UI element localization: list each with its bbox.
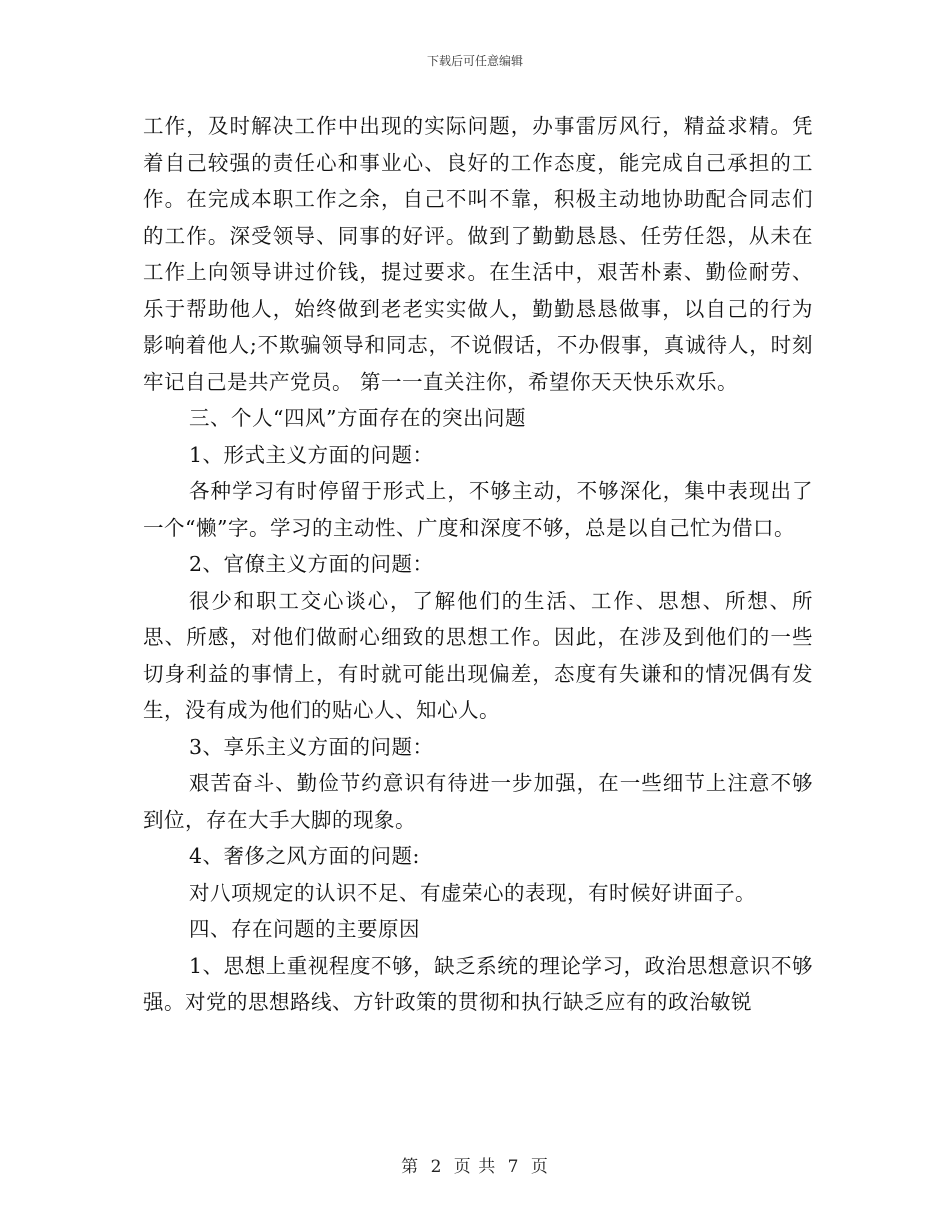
paragraph-extravagance: 对八项规定的认识不足、有虚荣心的表现，有时候好讲面子。 (189, 880, 756, 905)
paragraph-continued: 工作，及时解决工作中出现的实际问题，办事雷厉风行，精益求精。凭着自己较强的责任心和事业心、良好的工作态度，能完成自己承担的工作。在完成本职工作之余，自己不叫不靠，积极主动地协助配合同志们的工作。深受领导、同事的好评。做到了勤勤恳恳、任劳任怨，从未在工作上向领导讲过价钱，提过要求。在生活中，艰苦朴素、勤俭耐劳、乐于帮助他人，始终做到老老实实做人，勤勤恳恳做事，以自己的行为影响着他人;不欺骗领导和同志，不说假话，不办假事，真诚待人，时刻牢记自己是共产党员。 第一一直关注你，希望你天天快乐欢乐。 (143, 114, 813, 394)
section-heading-three: 三、个人“四风”方面存在的突出问题 (189, 406, 526, 430)
subheading-bureaucratism: 2、官僚主义方面的问题： (189, 552, 434, 576)
paragraph-cause-one: 1、思想上重视程度不够，缺乏系统的理论学习，政治思想意识不够强。对党的思想路线、方针政策的贯彻和执行缺乏应有的政治敏锐 (143, 953, 813, 1014)
footer-current-page: 2 (430, 1157, 443, 1177)
document-body (143, 108, 813, 1021)
page-footer (0, 1156, 950, 1178)
subheading-hedonism: 3、享乐主义方面的问题： (189, 734, 434, 759)
page-header: 下载后可任意编辑 (426, 54, 523, 68)
footer-middle: 页 共 (453, 1157, 497, 1177)
subheading-extravagance: 4、奢侈之风方面的问题: (189, 844, 420, 868)
footer-prefix: 第 (401, 1157, 420, 1177)
footer-total-pages: 7 (507, 1157, 520, 1177)
paragraph-formalism: 各种学习有时停留于形式上，不够主动，不够深化，集中表现出了一个“懒”字。学习的主动性、广度和深度不够，总是以自己忙为借口。 (143, 479, 813, 540)
paragraph-bureaucratism: 很少和职工交心谈心，了解他们的生活、工作、思想、所想、所思、所感，对他们做耐心细致的思想工作。因此，在涉及到他们的一些切身利益的事情上，有时就可能出现偏差，态度有失谦和的情况偶有发生，没有成为他们的贴心人、知心人。 (143, 588, 813, 722)
subheading-formalism: 1、形式主义方面的问题： (189, 442, 434, 467)
section-heading-four: 四、存在问题的主要原因 (189, 917, 420, 941)
paragraph-hedonism: 艰苦奋斗、勤俭节约意识有待进一步加强，在一些细节上注意不够到位，存在大手大脚的现象。 (143, 771, 813, 832)
footer-suffix: 页 (530, 1157, 549, 1177)
